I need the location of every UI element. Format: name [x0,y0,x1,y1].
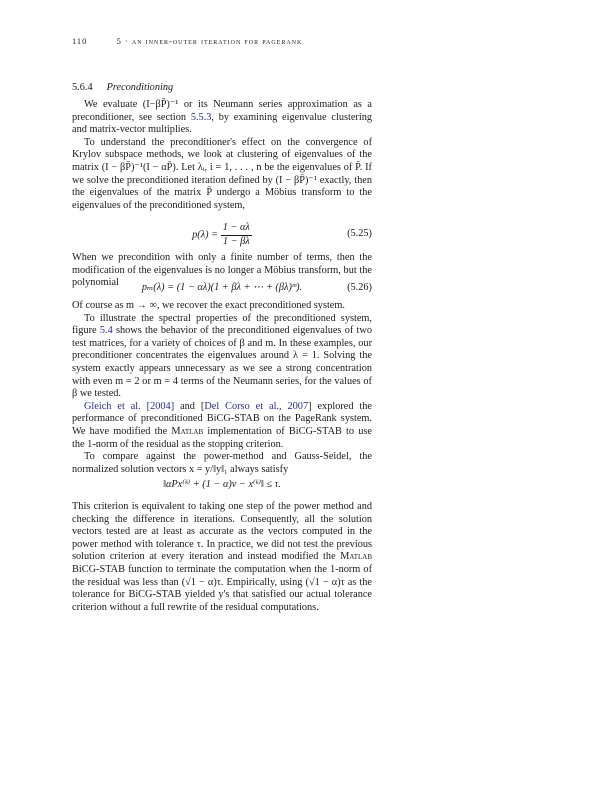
paragraph-6 [72,401,372,451]
citation-link[interactable]: Gleich et al. [2004] [84,400,175,412]
citation-link[interactable]: Del Corso et al., 2007 [204,400,309,412]
paragraph-8 [72,501,372,614]
text: , by examining eigenvalue clustering and matrix-vector multiplies. [72,111,372,136]
section-number: 5.6.4 [72,82,93,93]
section-title: Preconditioning [106,82,174,93]
paragraph-3-text: When we precondition with only a finite number of terms, then the modification of the eigenvalues is no longer a Möbius transform, but the polynomial [72,252,372,289]
eq-denominator: 1 − βλ [222,235,250,247]
text: implementation of BiCG-STAB to use the 1-norm of the residual as the stopping criterion. [72,425,372,450]
text: shows the behavior of the preconditioned eigenvalues of two test matrices, for a variety of choices of β and m. In these examples, our preconditioner concentrates the eigenvalues around λ = 1. Solving the system exactly appears unnecessary as we see a strong concentration with even m = 2 or m = 4 terms of the Neumann series, for the values of β we tested. [72,325,372,400]
equation-label: (5.26) [347,282,372,293]
eq-body: ‖αPx⁽ᵏ⁾ + (1 − α)v − x⁽ᵏ⁾‖ ≤ τ. [163,479,281,490]
text: BiCG-STAB function to terminate the computation when the 1-norm of the residual was less than (√1 − α)τ. Empirically, using (√1 − α)τ as the tolerance for BiCG-STAB yielded y's that satisfied our actual tolerance criterion without a full rewrite of the residual computations. [72,563,372,613]
text: Matlab [340,551,372,563]
stopping-criterion-equation [72,479,372,492]
section-link[interactable]: 5.5.3 [190,111,212,123]
text: This criterion is equivalent to taking one step of the power method and checking the difference in iterations. Consequently, all the solution vectors tested are at least as accurate as the vectors computed in the power method with tolerance τ. In practice, we did not test the previous solution criterion at every iteration and instead modified the [72,501,372,563]
paragraphs-4-6 [72,300,372,476]
text: We evaluate (I−βP̄)⁻¹ or its Neumann series approximation as a preconditioner, see section [72,99,372,123]
equation-5-26 [72,282,372,295]
paragraph-5 [72,313,372,401]
section-heading [72,82,372,95]
eq-body: pₘ(λ) = (1 − αλ)(1 + βλ + ⋯ + (βλ)ᵐ). [141,282,303,293]
text: Matlab [171,425,204,437]
page-number: 110 [72,36,88,46]
running-header [72,35,302,48]
running-section-title: 5 · an inner-outer iteration for pagerank [116,36,303,46]
figure-link[interactable]: 5.4 [99,325,113,337]
paragraph-7: To compare against the power-method and Gauss-Seidel, the normalized solution vectors x = y/‖y‖₁ always satisfy [72,451,372,475]
paragraph-1 [72,99,372,212]
equation-label: (5.25) [347,228,372,239]
paragraph-4: Of course as m → ∞, we recover the exact preconditioned system. [72,300,345,311]
eq-numerator: 1 − αλ [221,222,252,236]
eq-lhs: p(λ) = [192,229,219,241]
text: ] explored the performance of preconditioned BiCG-STAB on the PageRank system. We have modified the [72,400,373,437]
equation-5-25 [72,222,372,248]
text: and [ [174,400,205,412]
text: To illustrate the spectral properties of the preconditioned system, figure [72,312,372,337]
paragraph-2: To understand the preconditioner's effect on the convergence of Krylov subspace methods, we look at clustering of eigenvalues of the matrix (I − βP̄)⁻¹(I − αP̄). Let λᵢ, i = 1, . . . , n be the eigenvalues of P̄. If we solve the preconditioned iteration defined by (I − βP̄)⁻¹ exactly, then the eigenvalues of the matrix P̄ undergo a Möbius transform to the eigenvalues of the preconditioned system, [72,136,372,211]
